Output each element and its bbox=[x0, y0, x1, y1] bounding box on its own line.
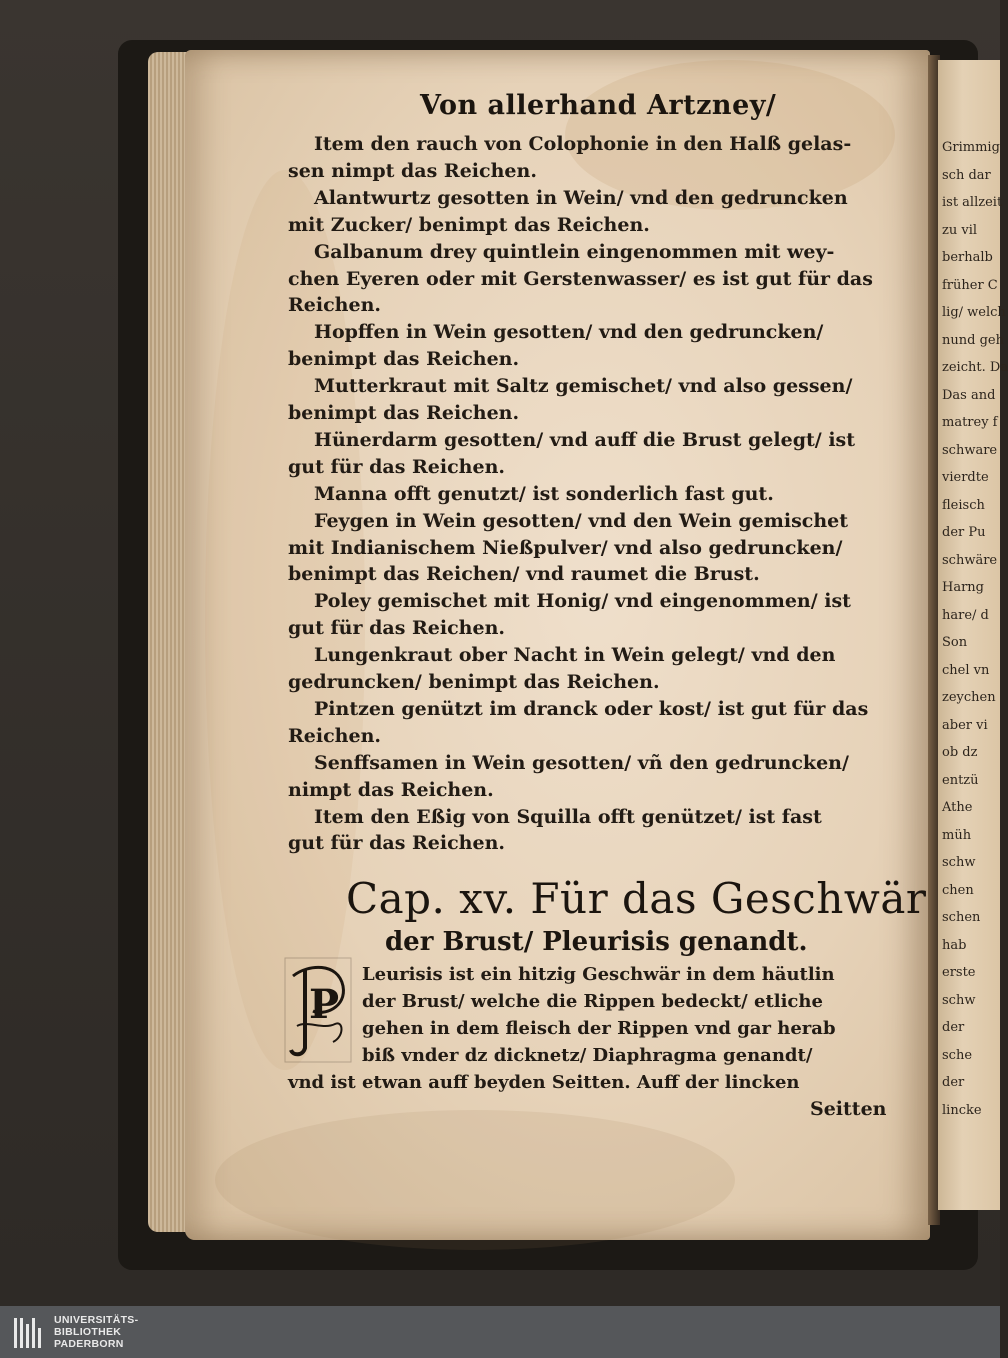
text-line: gut für das Reichen. bbox=[288, 617, 506, 640]
facing-line: Athe bbox=[942, 800, 973, 815]
facing-line: erste bbox=[942, 965, 976, 980]
facing-line: nund geh bbox=[942, 332, 1004, 348]
text-line: Item den Eßig von Squilla offt genützet/ ist fast bbox=[314, 805, 822, 828]
initial-letter: P bbox=[309, 981, 340, 1028]
facing-line: schw bbox=[942, 855, 976, 870]
text-line: gedruncken/ benimpt das Reichen. bbox=[288, 671, 660, 693]
text-line: Manna offt genutzt/ ist sonderlich fast gut. bbox=[314, 482, 774, 505]
body-line: der Brust/ welche die Rippen bedeckt/ etliche bbox=[362, 991, 823, 1012]
text-line: Hünerdarm gesotten/ vnd auff die Brust gelegt/ ist bbox=[314, 428, 856, 451]
facing-line: chen bbox=[942, 882, 974, 898]
facing-line: ist allzeit bbox=[942, 195, 1003, 210]
text-line: Item den rauch von Colophonie in den Halß gelas- bbox=[314, 133, 852, 155]
facing-page bbox=[938, 60, 1008, 1210]
facing-line: sche bbox=[942, 1047, 973, 1063]
text-line: chen Eyeren oder mit Gerstenwasser/ es ist gut für das bbox=[288, 267, 873, 290]
text-line: gut für das Reichen. bbox=[288, 455, 506, 478]
library-name bbox=[54, 1314, 138, 1350]
library-name-line: PADERBORN bbox=[54, 1338, 124, 1350]
facing-line: lincke bbox=[942, 1102, 982, 1118]
facing-line: Harng bbox=[942, 580, 984, 595]
facing-line: Das and bbox=[942, 387, 996, 403]
text-line: Poley gemischet mit Honig/ vnd eingenommen/ ist bbox=[314, 590, 851, 613]
facing-line: vierdte bbox=[942, 470, 989, 485]
facing-line: schw bbox=[942, 992, 976, 1008]
body-line: biß vnder dz dicknetz/ Diaphragma genandt/ bbox=[362, 1045, 813, 1066]
facing-line: zu vil bbox=[942, 222, 978, 238]
library-name-line: UNIVERSITÄTS- bbox=[54, 1314, 139, 1326]
facing-line: der bbox=[942, 1075, 965, 1090]
running-head: Von allerhand Artzney/ bbox=[420, 90, 777, 121]
facing-line: müh bbox=[942, 827, 972, 843]
text-line: Reichen. bbox=[288, 294, 381, 317]
text-line: Pintzen genützt im dranck oder kost/ ist gut für das bbox=[314, 697, 869, 720]
library-name-line: BIBLIOTHEK bbox=[54, 1326, 122, 1338]
facing-line: schen bbox=[942, 910, 981, 925]
decorated-initial bbox=[283, 956, 353, 1064]
water-stain bbox=[215, 1110, 735, 1250]
body-line: vnd ist etwan auff beyden Seitten. Auff der lincken bbox=[288, 1072, 800, 1093]
text-line: benimpt das Reichen. bbox=[288, 348, 520, 371]
text-line: Lungenkraut ober Nacht in Wein gelegt/ vnd den bbox=[314, 644, 836, 667]
facing-line: lig/ welch bbox=[942, 305, 1006, 320]
text-line: benimpt das Reichen/ vnd raumet die Brust. bbox=[288, 563, 760, 586]
catchword: Seitten bbox=[810, 1098, 887, 1120]
facing-line: berhalb bbox=[942, 250, 993, 265]
facing-line: früher C bbox=[942, 277, 998, 293]
facing-line: hare/ d bbox=[942, 607, 989, 623]
facing-line: entzü bbox=[942, 772, 979, 788]
facing-line: der bbox=[942, 1020, 965, 1035]
text-line: Alantwurtz gesotten in Wein/ vnd den gedruncken bbox=[314, 186, 848, 209]
facing-line: chel vn bbox=[942, 662, 990, 678]
chapter-subtitle: der Brust/ Pleurisis genandt. bbox=[385, 927, 808, 957]
facing-line: Son bbox=[942, 635, 968, 650]
text-line: gut für das Reichen. bbox=[288, 832, 506, 855]
facing-line: hab bbox=[942, 937, 967, 953]
library-footer bbox=[0, 1306, 1000, 1358]
text-line: Mutterkraut mit Saltz gemischet/ vnd also gessen/ bbox=[314, 375, 853, 398]
body-line: Leurisis ist ein hitzig Geschwär in dem häutlin bbox=[362, 964, 835, 985]
text-line: nimpt das Reichen. bbox=[288, 778, 494, 801]
text-line: mit Indianischem Nießpulver/ vnd also gedruncken/ bbox=[288, 536, 843, 559]
facing-line: der Pu bbox=[942, 525, 986, 540]
facing-line: sch dar bbox=[942, 167, 991, 183]
facing-line: schware bbox=[942, 442, 998, 458]
library-logo-icon bbox=[12, 1314, 48, 1352]
text-line: sen nimpt das Reichen. bbox=[288, 159, 537, 182]
facing-line: fleisch bbox=[942, 497, 985, 513]
text-line: mit Zucker/ benimpt das Reichen. bbox=[288, 213, 650, 236]
text-line: Senffsamen in Wein gesotten/ vñ den gedruncken/ bbox=[314, 751, 849, 774]
text-line: Galbanum drey quintlein eingenommen mit wey- bbox=[314, 240, 835, 263]
text-line: benimpt das Reichen. bbox=[288, 402, 520, 424]
facing-line: ob dz bbox=[942, 745, 978, 760]
facing-line: zeicht. Da bbox=[942, 360, 1008, 375]
text-line: Reichen. bbox=[288, 724, 381, 747]
facing-line: schwäre bbox=[942, 552, 998, 568]
chapter-title: Cap. xv. Für das Geschwär bbox=[346, 874, 927, 923]
facing-line: Grimmig bbox=[942, 140, 1000, 155]
text-line: Hopffen in Wein gesotten/ vnd den gedruncken/ bbox=[314, 321, 824, 344]
facing-line: matrey f bbox=[942, 415, 998, 430]
text-line: Feygen in Wein gesotten/ vnd den Wein gemischet bbox=[314, 509, 849, 532]
body-line: gehen in dem fleisch der Rippen vnd gar herab bbox=[362, 1018, 836, 1039]
facing-line: aber vi bbox=[942, 717, 988, 733]
facing-line: zeychen bbox=[942, 690, 996, 705]
